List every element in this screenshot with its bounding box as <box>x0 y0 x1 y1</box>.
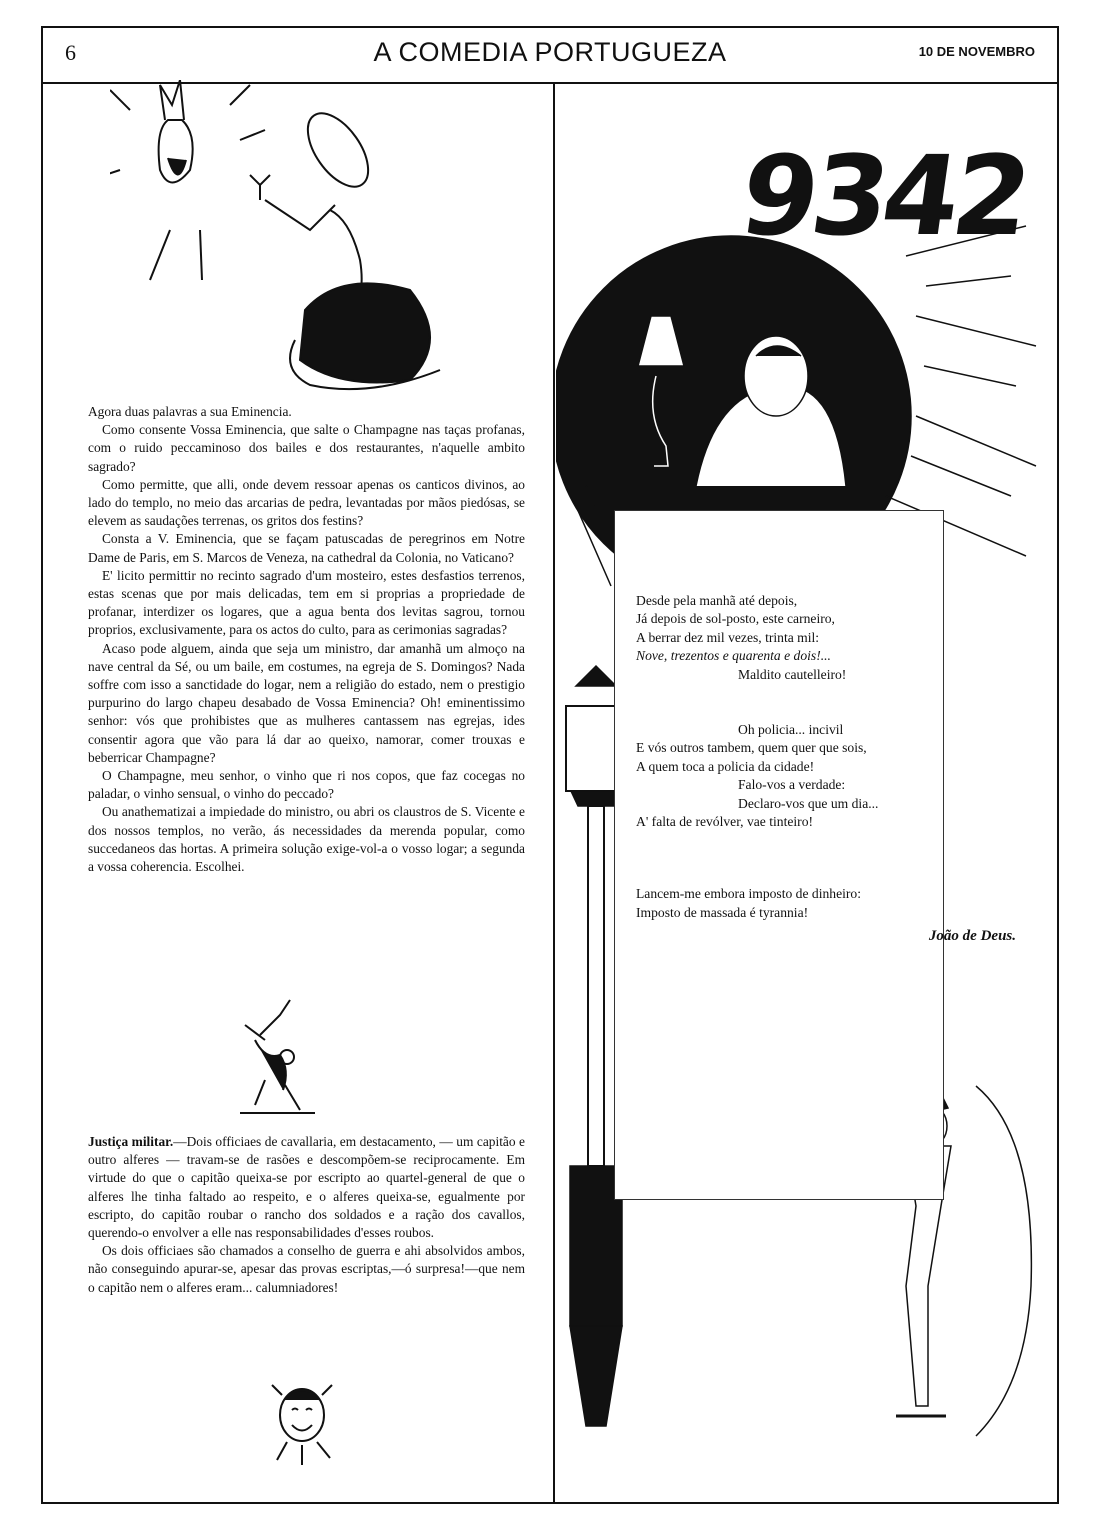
paragraph: O Champagne, meu senhor, o vinho que ri nos copos, que faz cocegas no paladar, o vinho sensual, o vinho do peccado? <box>88 768 525 802</box>
article-eminencia <box>88 403 525 876</box>
acrobat-illustration <box>235 995 320 1120</box>
page-number: 6 <box>65 40 76 65</box>
paragraph: Consta a V. Eminencia, que se façam patuscadas de peregrinos em Notre Dame de Paris, em S. Marcos de Veneza, na cathedral da Colonia, no Vaticano? <box>88 531 525 565</box>
article-justica <box>88 1133 525 1297</box>
paragraph: Acaso pode alguem, ainda que seja um ministro, dar amanhã um almoço na nave central da Sé, ou um baile, em costumes, na egreja de S. Domingos? Nada soffre com isso a sanctidade do logar, nem a religião do estado, nem o prestigio purpurino do largo chapeu desabado de Vossa Eminencia? Oh! eminentissimo senhor: vós que prohibistes que as mulheres cantassem nas egrejas, ides consentir agora que vão para lá dar ao queixo, namorar, comer trouxas e beberricar Champagne? <box>88 640 525 765</box>
bishop-dancer-illustration <box>110 80 510 400</box>
paragraph: E' licito permittir no recinto sagrado d'um mosteiro, estes desfastios terrenos, estas scenas que por mais delicadas, tem em si proprias a propriedade de profanar, interdizer os logares, que a agua benta dos levitas sagrou, tornou proprios, exclusivamente, para os actos do culto, para as cerimonias sagradas? <box>88 567 525 638</box>
paragraph: Como permitte, que alli, onde devem ressoar apenas os canticos divinos, ao lado do templo, no meio das arcarias de pedra, levantadas por mãos piedósas, se elevem as saudações terrenas, os gritos dos festins? <box>88 476 525 529</box>
poem-signature: João de Deus. <box>928 928 1016 944</box>
poem-line: Desde pela manhã até depois, <box>636 593 798 608</box>
poem-line: A quem toca a policia da cidade! <box>636 758 815 774</box>
paragraph-text: —Dois officiaes de cavallaria, em destacamento, — um capitão e outro alferes — travam-se de rasões e descompõem-se reciprocamente. Em virtude do que o capitão queixa-se por escripto ao quartel-general de que o alferes lhe tinha faltado ao respeito, e o alferes queixa-se, egualmente por escripto, do capitão roubar o rancho dos soldados e a ração dos cavallos, querendo-o envolver a elle nas responsabilidades d'esses roubos. <box>88 1134 525 1241</box>
paragraph: Agora duas palavras a sua Eminencia. <box>88 404 292 419</box>
poem-line: Declaro-vos que um dia... <box>738 795 879 811</box>
poem-line: A berrar dez mil vezes, trinta mil: <box>636 629 820 645</box>
poem-line: E vós outros tambem, quem quer que sois, <box>636 740 867 756</box>
laughing-face-illustration <box>262 1370 342 1470</box>
poem-line: Imposto de massada é tyrannia! <box>636 904 809 920</box>
paragraph: Os dois officiaes são chamados a conselho de guerra e ahi absolvidos ambos, não conseguindo apurar-se, apesar das provas escriptas,—ó surpresa!—que nem o capitão nem o alferes eram... calumniadores! <box>88 1243 525 1295</box>
poem-line: Já depois de sol-posto, este carneiro, <box>636 611 835 627</box>
poem-line: A' falta de revólver, vae tinteiro! <box>636 814 814 830</box>
paragraph <box>88 1133 525 1242</box>
lottery-number: 9342 <box>733 132 1034 260</box>
poem-line: Lancem-me embora imposto de dinheiro: <box>636 886 861 902</box>
article-lead: Justiça militar. <box>88 1134 174 1149</box>
page-header <box>41 26 1059 84</box>
issue-date: 10 DE NOVEMBRO <box>918 44 1035 59</box>
poem-line: Nove, trezentos e quarenta e dois!... <box>636 648 831 664</box>
poem-line: Falo-vos a verdade: <box>738 777 846 793</box>
column-divider <box>553 84 555 1504</box>
masthead-title: A COMEDIA PORTUGUEZA <box>373 37 727 67</box>
poem-line: Oh policia... incivil <box>738 722 844 738</box>
paragraph: Como consente Vossa Eminencia, que salte o Champagne nas taças profanas, com o ruido peccaminoso dos bailes e dos restaurantes, n'aquelle ambito sagrado? <box>88 422 525 474</box>
poem <box>636 592 936 922</box>
poem-line: Maldito cautelleiro! <box>738 666 847 682</box>
paragraph: Ou anathematizai a impiedade do ministro, ou abri os claustros de S. Vicente e dos nossos templos, no verão, ás necessidades da merenda popular, como succedaneos das hortas. A primeira solução exige-vol-a o vosso logar; a segunda a vossa coherencia. Escolhei. <box>88 804 525 875</box>
